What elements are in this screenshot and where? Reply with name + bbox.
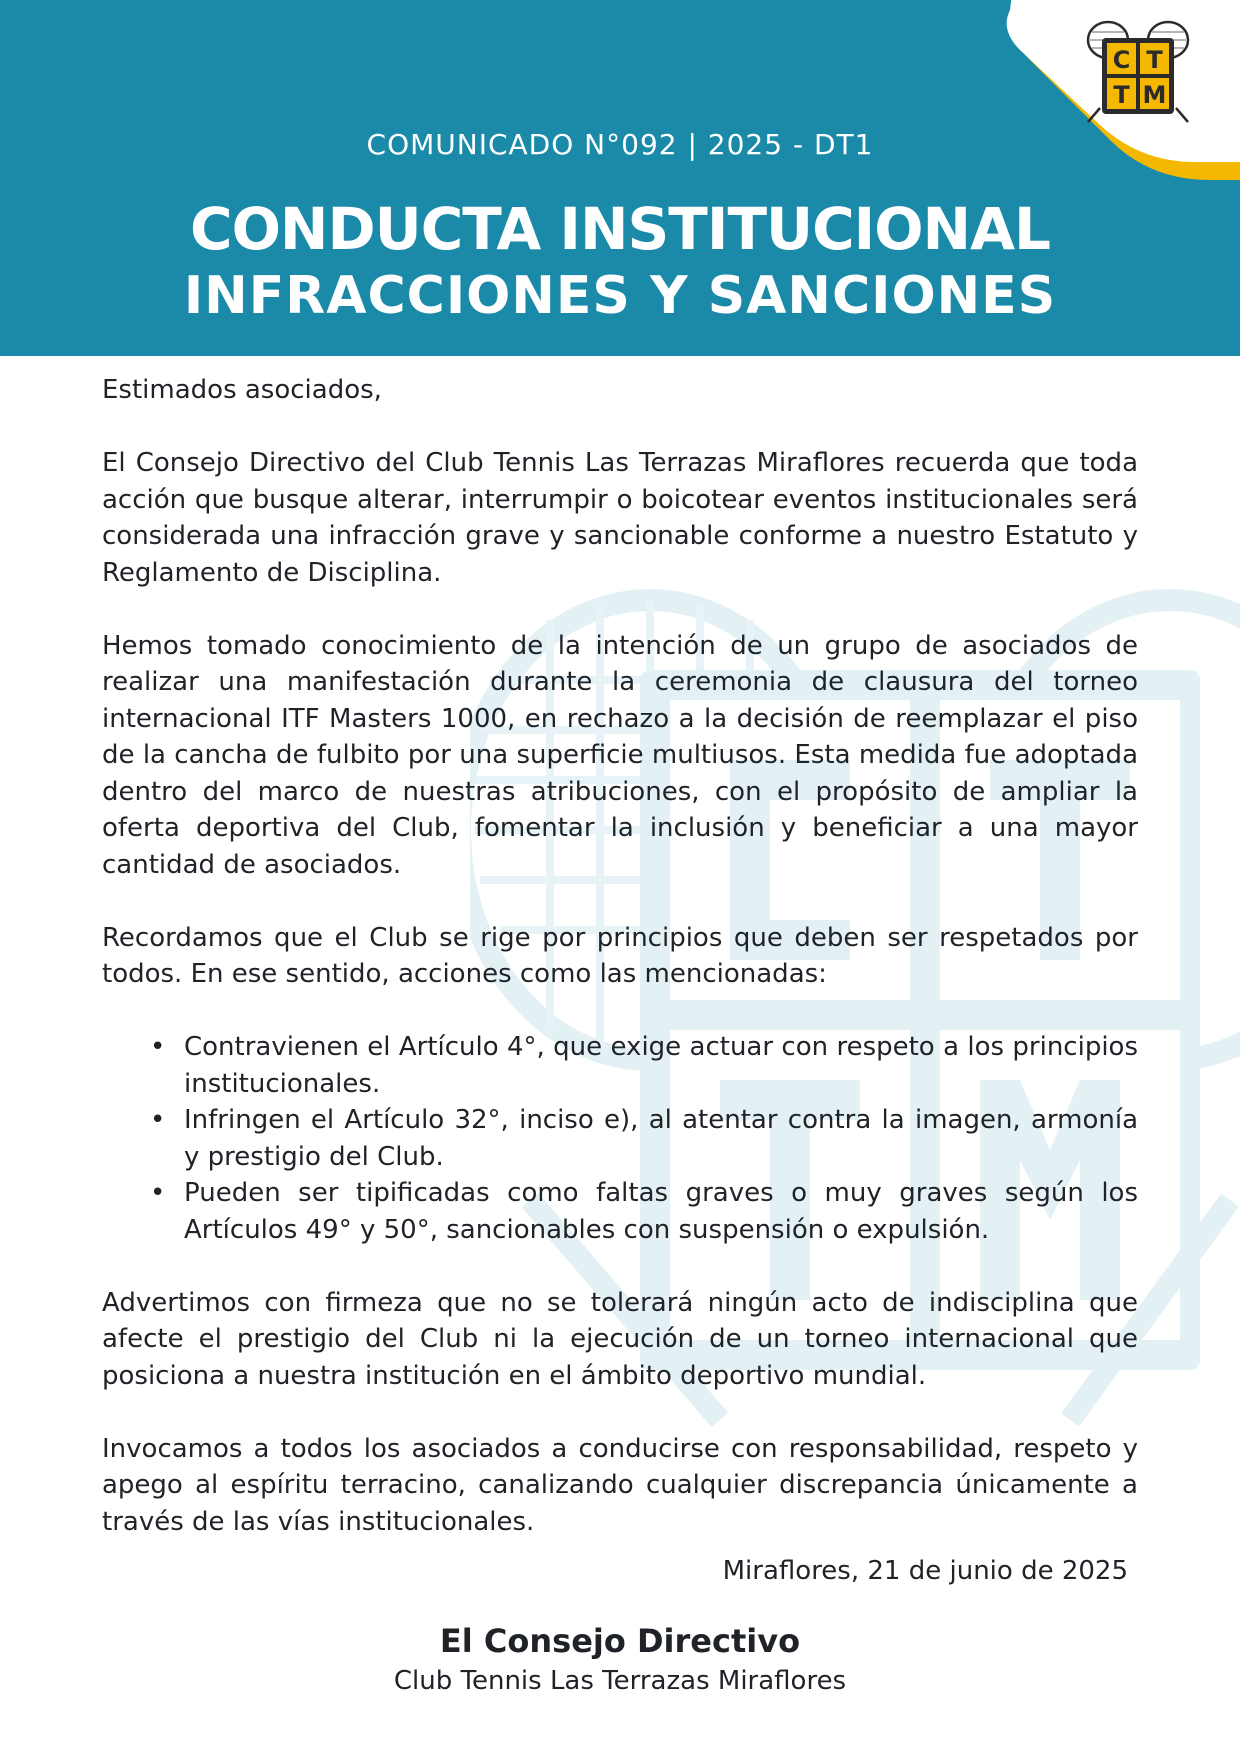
- paragraph-2: Hemos tomado conocimiento de la intención de un grupo de asociados de realizar una manifestación durante la ceremonia de clausura del torneo internacional ITF Masters 1000, en rechazo a la decisión de reemplazar el piso de la cancha de fulbito por una superficie multiusos. Esta medida fue adoptada dentro del marco de nuestras atribuciones, con el propósito de ampliar la oferta deportiva del Club, fomentar la inclusión y beneficiar a una mayor cantidad de asociados.: [102, 630, 1138, 880]
- date-line: Miraflores, 21 de junio de 2025: [722, 1556, 1128, 1586]
- list-item: [150, 1029, 1138, 1102]
- list-item-text: Contravienen el Artículo 4°, que exige actuar con respeto a los principios institucionales.: [184, 1032, 1138, 1099]
- paragraph-3: Recordamos que el Club se rige por principios que deben ser respetados por todos. En ese sentido, acciones como las mencionadas:: [102, 922, 1138, 989]
- logo-letter-1: C: [1112, 46, 1131, 74]
- greeting: Estimados asociados,: [102, 375, 382, 405]
- list-item-text: Pueden ser tipificadas como faltas graves o muy graves según los Artículos 49° y 50°, sancionables con suspensión o expulsión.: [184, 1178, 1138, 1245]
- list-item: [150, 1102, 1138, 1175]
- page-title: CONDUCTA INSTITUCIONAL: [190, 195, 1050, 263]
- club-logo-icon: [1082, 18, 1194, 126]
- bullet-icon: •: [150, 1032, 166, 1062]
- bullet-icon: •: [150, 1178, 166, 1208]
- document-body: [102, 372, 1138, 1577]
- signature-title: El Consejo Directivo: [439, 1622, 801, 1660]
- communique-number: COMUNICADO N°092 | 2025 - DT1: [366, 128, 874, 161]
- infractions-list: [102, 1029, 1138, 1248]
- paragraph-5: Invocamos a todos los asociados a conducirse con responsabilidad, respeto y apego al espíritu terracino, canalizando cualquier discrepancia únicamente a través de las vías institucionales.: [102, 1433, 1138, 1537]
- list-item-text: Infringen el Artículo 32°, inciso e), al atentar contra la imagen, armonía y prestigio del Club.: [184, 1105, 1138, 1172]
- logo-letter-2: T: [1146, 46, 1163, 74]
- list-item: [150, 1175, 1138, 1248]
- paragraph-4: Advertimos con firmeza que no se tolerará ningún acto de indisciplina que afecte el prestigio del Club ni la ejecución de un torneo internacional que posiciona a nuestra institución en el ámbito deportivo mundial.: [102, 1287, 1138, 1391]
- logo-letter-3: T: [1113, 81, 1130, 109]
- logo-letter-4: M: [1142, 81, 1167, 109]
- page-subtitle: INFRACCIONES Y SANCIONES: [183, 266, 1057, 326]
- bullet-icon: •: [150, 1105, 166, 1135]
- signature-subtitle: Club Tennis Las Terrazas Miraflores: [393, 1666, 847, 1696]
- paragraph-1: El Consejo Directivo del Club Tennis Las Terrazas Miraflores recuerda que toda acción que busque alterar, interrumpir o boicotear eventos institucionales será considerada una infracción grave y sancionable conforme a nuestro Estatuto y Reglamento de Disciplina.: [102, 448, 1138, 588]
